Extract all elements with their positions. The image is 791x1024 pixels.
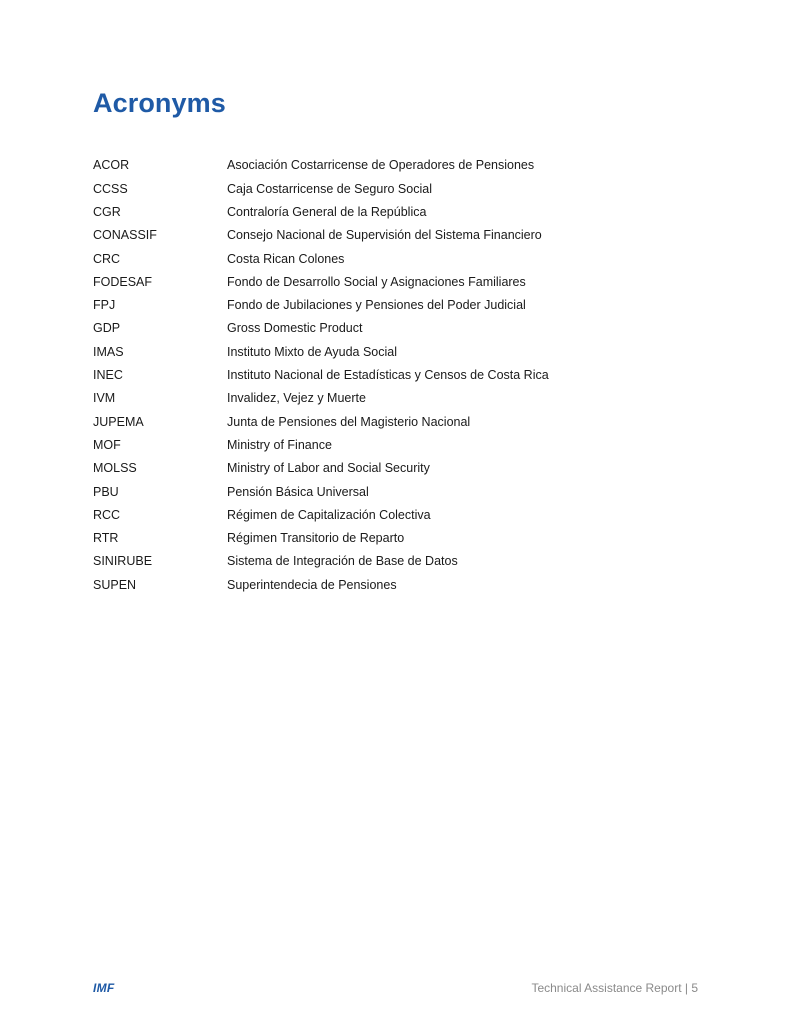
acronym-definition: Junta de Pensiones del Magisterio Nacional [227,414,471,429]
acronym-abbr: MOLSS [93,461,137,476]
acronym-abbr: FODESAF [93,274,153,289]
acronym-abbr: FPJ [93,298,116,313]
acronym-row [93,410,713,433]
acronym-abbr: GDP [93,321,121,336]
acronym-definition: Invalidez, Vejez y Muerte [227,391,366,406]
acronym-abbr: JUPEMA [93,414,144,429]
acronym-abbr: CCSS [93,181,128,196]
acronym-abbr: CRC [93,251,121,266]
acronym-row [93,154,713,177]
acronym-definition: Fondo de Desarrollo Social y Asignaciones Familiares [227,274,526,289]
acronym-row [93,247,713,270]
page-title: Acronyms [93,88,226,118]
acronym-row [93,270,713,293]
acronym-row [93,457,713,480]
acronym-row [93,434,713,457]
acronym-row [93,317,713,340]
acronym-definition: Consejo Nacional de Supervisión del Sistema Financiero [227,228,542,243]
acronym-definition: Instituto Nacional de Estadísticas y Censos de Costa Rica [227,368,549,383]
acronym-abbr: RCC [93,507,121,522]
acronym-row [93,480,713,503]
acronym-abbr: MOF [93,437,121,452]
acronym-row [93,573,713,596]
acronym-abbr: SINIRUBE [93,554,153,569]
acronym-abbr: IMAS [93,344,124,359]
footer-report-label: Technical Assistance Report | 5 [531,981,698,995]
acronym-abbr: IVM [93,391,116,406]
acronym-abbr: SUPEN [93,577,137,592]
acronym-abbr: RTR [93,531,119,546]
acronym-definition: Instituto Mixto de Ayuda Social [227,344,398,359]
acronym-definition: Contraloría General de la República [227,204,427,219]
acronym-abbr: ACOR [93,158,130,173]
acronym-row [93,340,713,363]
acronym-definition: Superintendecia de Pensiones [227,577,397,592]
acronym-definition: Fondo de Jubilaciones y Pensiones del Poder Judicial [227,298,526,313]
acronym-row [93,527,713,550]
acronym-definition: Costa Rican Colones [227,251,345,266]
acronym-row [93,364,713,387]
acronym-definition: Caja Costarricense de Seguro Social [227,181,432,196]
acronym-abbr: CGR [93,204,121,219]
acronym-list [93,154,713,597]
acronym-row [93,294,713,317]
acronym-row [93,224,713,247]
acronym-definition: Gross Domestic Product [227,321,363,336]
acronym-definition: Sistema de Integración de Base de Datos [227,554,458,569]
acronym-abbr: PBU [93,484,119,499]
acronym-row [93,177,713,200]
acronym-row [93,387,713,410]
acronym-definition: Ministry of Finance [227,437,332,452]
acronym-definition: Ministry of Labor and Social Security [227,461,430,476]
acronym-definition: Régimen Transitorio de Reparto [227,531,405,546]
acronym-abbr: CONASSIF [93,228,157,243]
acronym-row [93,201,713,224]
acronym-definition: Asociación Costarricense de Operadores de Pensiones [227,158,535,173]
imf-logo: IMF [93,981,115,995]
acronym-definition: Pensión Básica Universal [227,484,369,499]
acronym-abbr: INEC [93,368,123,383]
acronym-row [93,503,713,526]
acronym-definition: Régimen de Capitalización Colectiva [227,507,431,522]
acronym-row [93,550,713,573]
